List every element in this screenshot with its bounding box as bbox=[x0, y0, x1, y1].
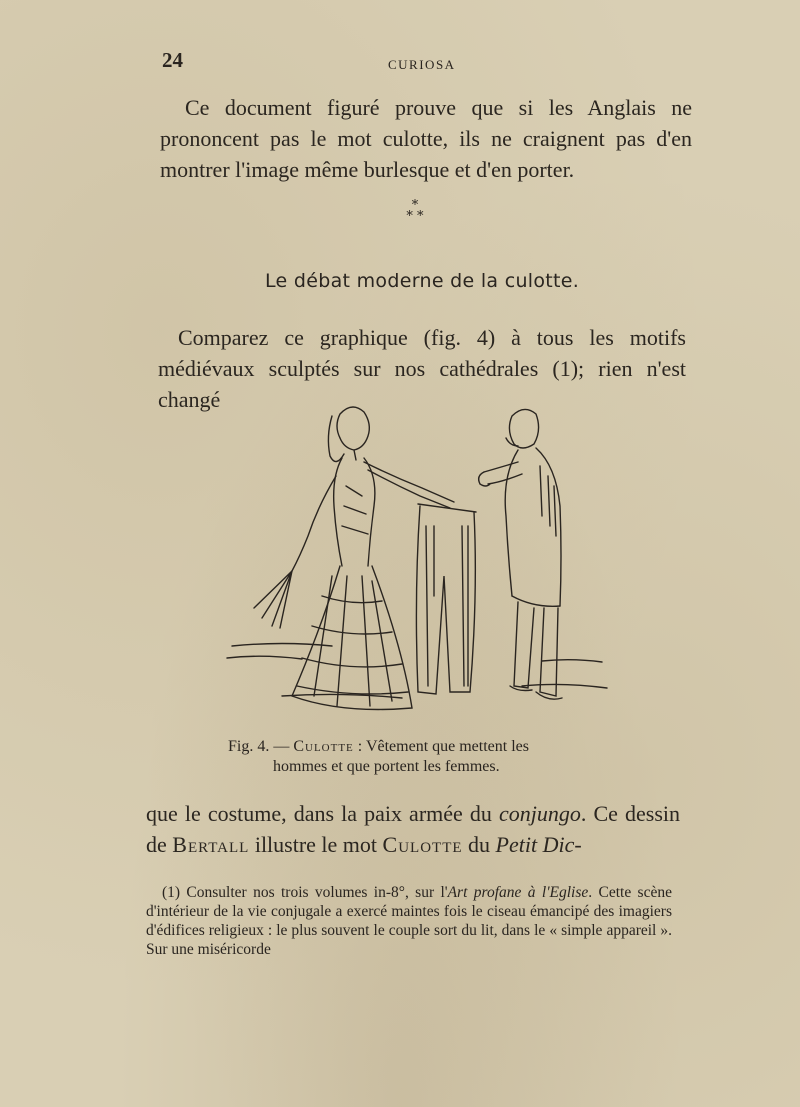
paragraph-3-italic2: Petit Dic- bbox=[495, 832, 582, 857]
paragraph-3-part4: du bbox=[462, 832, 496, 857]
running-head: CURIOSA bbox=[388, 57, 456, 72]
figure-caption bbox=[228, 737, 598, 777]
section-title: Le débat moderne de la culotte. bbox=[265, 270, 580, 292]
paragraph-3-part2: . Ce dessin de bbox=[146, 801, 680, 857]
footnote-italic: Art profane à l'Eglise bbox=[447, 884, 589, 901]
caption-prefix: Fig. 4. — bbox=[228, 738, 290, 755]
paragraph-3-term: Culotte bbox=[382, 832, 463, 857]
caption-term: Culotte bbox=[293, 738, 354, 755]
paragraph-1: Ce document figuré prouve que si les Anglais ne prononcent pas le mot culotte, ils ne craignent pas d'en montrer l'image même burlesque et d'en porter. bbox=[160, 95, 692, 182]
paragraph-2: Comparez ce graphique (fig. 4) à tous les motifs médiévaux sculptés sur nos cathédrales (1); rien n'est changé bbox=[158, 325, 686, 412]
paragraph-3-italic1: conjungo bbox=[498, 801, 581, 826]
paragraph-3-artist: Bertall bbox=[172, 832, 250, 857]
footnote bbox=[146, 883, 672, 959]
section-separator bbox=[380, 200, 450, 222]
paragraph-3 bbox=[146, 798, 680, 860]
page-number: 24 bbox=[162, 48, 183, 72]
paragraph-3-part3: illustre le mot bbox=[249, 832, 383, 857]
separator-bottom-stars: * * bbox=[406, 209, 424, 224]
paragraph-3-part1: que le costume, dans la paix armée du bbox=[146, 801, 499, 826]
engraving-illustration bbox=[222, 396, 622, 726]
footnote-part1: (1) Consulter nos trois volumes in-8°, sur l' bbox=[162, 884, 448, 901]
illustration-couple-culotte bbox=[222, 396, 622, 726]
footnote-part2: . Cette scène d'intérieur de la vie conjugale a exercé maintes fois le ciseau émancipé des imagiers d'édifices religieux : le plus souvent le couple sort du lit, dans le « simple appareil ». Sur une miséricorde bbox=[146, 884, 672, 958]
separator-top-star: * bbox=[411, 198, 419, 213]
caption-line2: hommes et que portent les femmes. bbox=[273, 758, 500, 775]
caption-line1-rest: : Vêtement que mettent les bbox=[353, 738, 529, 755]
page-header bbox=[160, 48, 680, 78]
